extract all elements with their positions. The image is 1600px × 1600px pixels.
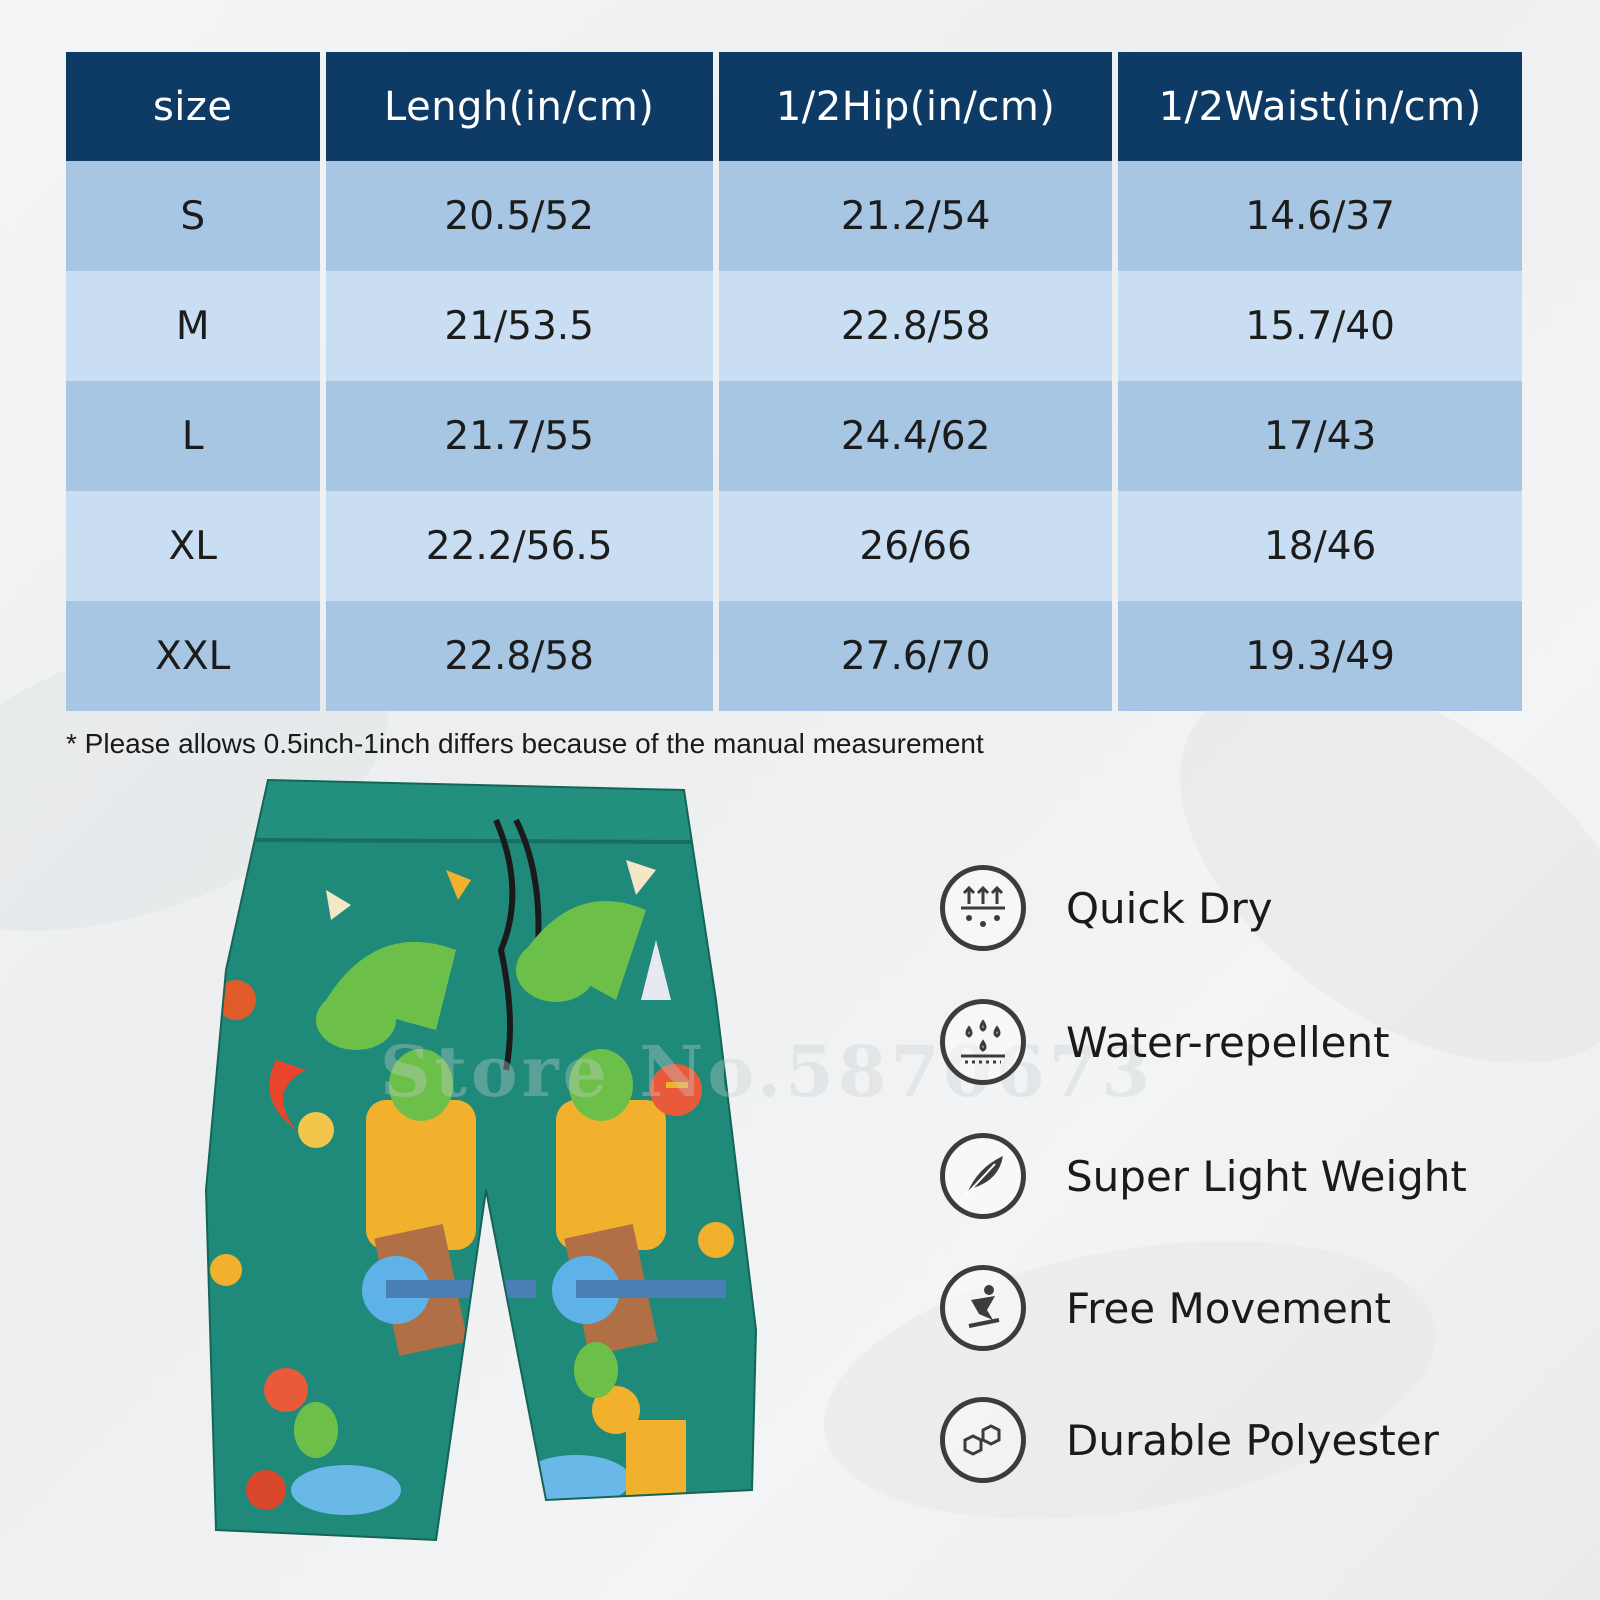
feature-free-movement [940, 1260, 1391, 1356]
cell-size: XL [66, 491, 320, 601]
table-row [66, 161, 1522, 271]
feature-label: Quick Dry [1066, 883, 1273, 933]
column-header-hip: 1/2Hip(in/cm) [719, 52, 1112, 161]
size-chart-table [60, 52, 1528, 711]
cell-hip: 26/66 [719, 491, 1112, 601]
measurement-note: * Please allows 0.5inch-1inch differs because of the manual measurement [66, 728, 984, 759]
column-header-length: Lengh(in/cm) [326, 52, 713, 161]
product-shorts-image [196, 770, 766, 1570]
feature-super-light-weight [940, 1128, 1467, 1224]
cell-length: 21/53.5 [326, 271, 713, 381]
cell-length: 22.2/56.5 [326, 491, 713, 601]
molecule-icon [940, 1397, 1026, 1483]
skater-icon [940, 1265, 1026, 1351]
table-row [66, 381, 1522, 491]
cell-waist: 18/46 [1118, 491, 1522, 601]
feature-water-repellent [940, 994, 1390, 1090]
store-watermark: Store No.5870673 [380, 1030, 1155, 1113]
cell-hip: 24.4/62 [719, 381, 1112, 491]
quick-dry-icon [940, 865, 1026, 951]
table-row [66, 271, 1522, 381]
table-row [66, 601, 1522, 711]
column-header-waist: 1/2Waist(in/cm) [1118, 52, 1522, 161]
table-header-row [66, 52, 1522, 161]
cell-hip: 21.2/54 [719, 161, 1112, 271]
cell-hip: 22.8/58 [719, 271, 1112, 381]
feature-label: Free Movement [1066, 1283, 1391, 1333]
cell-length: 21.7/55 [326, 381, 713, 491]
cell-waist: 19.3/49 [1118, 601, 1522, 711]
cell-size: XXL [66, 601, 320, 711]
cell-size: L [66, 381, 320, 491]
feature-quick-dry [940, 860, 1273, 956]
feature-durable-polyester [940, 1392, 1439, 1488]
feature-label: Super Light Weight [1066, 1151, 1467, 1201]
water-repellent-icon [940, 999, 1026, 1085]
cell-waist: 17/43 [1118, 381, 1522, 491]
feature-label: Durable Polyester [1066, 1415, 1439, 1465]
cell-waist: 14.6/37 [1118, 161, 1522, 271]
feature-label: Water-repellent [1066, 1017, 1390, 1067]
table-row [66, 491, 1522, 601]
feather-icon [940, 1133, 1026, 1219]
cell-waist: 15.7/40 [1118, 271, 1522, 381]
column-header-size: size [66, 52, 320, 161]
cell-size: S [66, 161, 320, 271]
cell-length: 22.8/58 [326, 601, 713, 711]
cell-size: M [66, 271, 320, 381]
cell-hip: 27.6/70 [719, 601, 1112, 711]
background-leaf [802, 1198, 1458, 1562]
cell-length: 20.5/52 [326, 161, 713, 271]
